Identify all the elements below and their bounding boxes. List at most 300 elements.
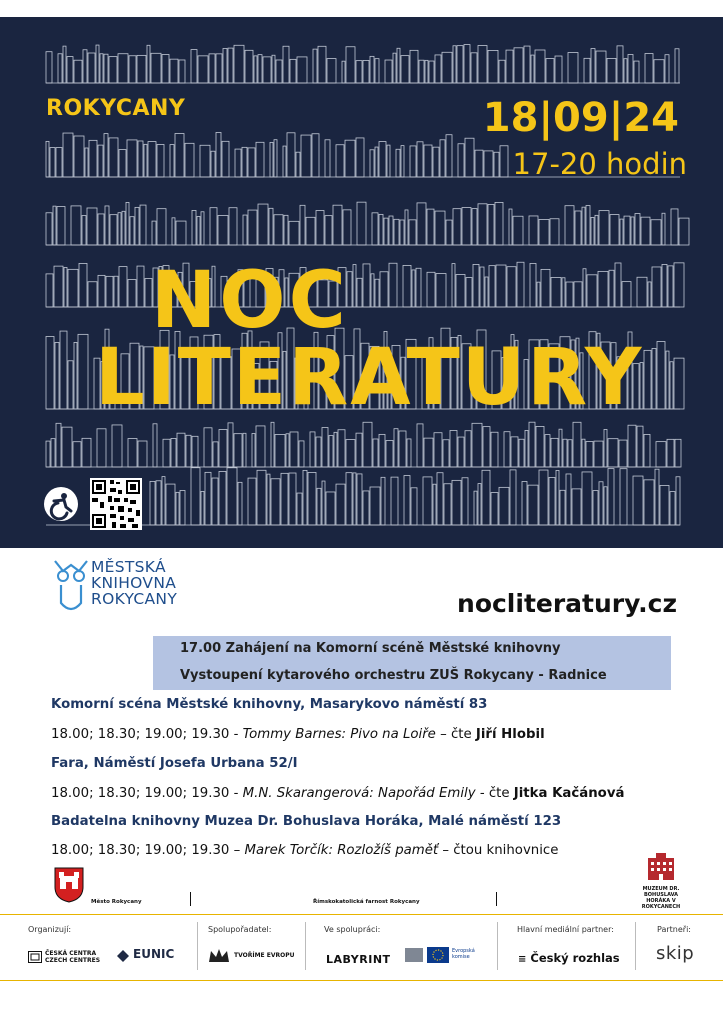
book-spine	[248, 478, 256, 525]
book-spine	[594, 441, 603, 467]
book-spine	[67, 57, 73, 83]
book-spine	[98, 275, 105, 307]
qr-code-icon[interactable]	[90, 478, 142, 530]
book-spine	[546, 59, 554, 83]
book-spine	[271, 479, 280, 525]
book-spine	[256, 426, 265, 467]
book-spine	[150, 481, 155, 525]
book-spine	[290, 432, 298, 467]
book-spine	[74, 136, 84, 177]
book-spine	[574, 282, 582, 307]
museum-building-icon	[646, 852, 676, 882]
book-spine	[68, 361, 73, 409]
poster-banner	[0, 17, 723, 548]
library-logo	[53, 559, 223, 615]
program-row	[51, 843, 558, 858]
book-spine	[63, 133, 73, 177]
book-spine	[644, 434, 650, 467]
program-work: M.N. Skarangerová: Napořád Emily	[242, 786, 476, 801]
book-spine	[633, 476, 643, 525]
book-spine	[582, 207, 585, 245]
book-spine	[513, 216, 523, 245]
owl-logo-icon	[53, 559, 89, 613]
book-spine	[345, 140, 355, 177]
book-spine	[545, 435, 550, 467]
book-spine	[53, 206, 56, 245]
book-spine	[128, 280, 136, 307]
book-spine	[269, 208, 273, 245]
book-spine	[137, 55, 146, 83]
book-spine	[228, 48, 233, 83]
tvorime-evropu-logo	[208, 947, 298, 965]
book-spine	[313, 49, 317, 83]
book-spine	[63, 46, 66, 83]
book-spine	[170, 59, 178, 83]
book-spine	[610, 215, 619, 245]
book-spine	[427, 272, 435, 307]
book-spine	[500, 146, 508, 177]
book-spine	[444, 484, 451, 525]
divider	[496, 892, 497, 906]
book-spine	[112, 425, 122, 467]
book-spine	[363, 60, 369, 83]
divider	[305, 922, 306, 970]
book-spine	[371, 274, 374, 307]
book-spine	[172, 218, 175, 245]
book-spine	[109, 138, 118, 177]
city-crest-icon	[54, 867, 84, 903]
book-spine	[389, 216, 393, 245]
book-spine	[384, 218, 388, 245]
book-spine	[287, 133, 295, 177]
eu-flag-icon	[405, 946, 449, 964]
book-spine	[624, 216, 630, 245]
book-spine	[652, 348, 656, 409]
book-spine	[137, 266, 144, 307]
book-spine	[58, 54, 62, 83]
book-spine	[156, 481, 161, 525]
book-spine	[98, 145, 103, 177]
book-spine	[106, 276, 113, 307]
book-spine	[153, 424, 157, 467]
book-spine	[263, 57, 271, 83]
book-spine	[235, 149, 241, 177]
book-spine	[234, 45, 244, 83]
book-spine	[529, 422, 535, 467]
website-link[interactable]: nocliteratury.cz	[457, 589, 677, 618]
book-spine	[338, 430, 345, 467]
book-spine	[450, 431, 457, 467]
book-spine	[357, 278, 362, 307]
book-spine	[201, 212, 204, 245]
book-spine	[191, 50, 197, 83]
book-spine	[254, 56, 257, 83]
book-spine	[478, 45, 487, 83]
book-spine	[272, 55, 275, 83]
rozhlas-text: Český rozhlas	[530, 951, 620, 965]
book-spine	[401, 146, 404, 177]
book-spine	[425, 60, 428, 83]
book-spine	[608, 469, 614, 525]
book-spine	[334, 432, 337, 467]
book-spine	[105, 206, 109, 245]
book-spine	[363, 264, 370, 307]
book-spine	[563, 439, 567, 467]
book-spine	[679, 218, 689, 245]
book-spine	[50, 148, 55, 177]
book-spine	[128, 439, 137, 467]
book-spine	[327, 59, 336, 83]
book-spine	[462, 208, 471, 245]
organizers-label: Organizují:	[28, 925, 72, 934]
book-spine	[514, 48, 523, 83]
book-spine	[87, 208, 97, 245]
book-spine	[662, 213, 665, 245]
book-spine	[275, 434, 285, 467]
book-spine	[129, 56, 136, 83]
book-spine	[591, 217, 594, 245]
book-spine	[410, 146, 416, 177]
book-spine	[191, 468, 200, 525]
book-spine	[56, 148, 62, 177]
book-spine	[370, 56, 374, 83]
book-spine	[472, 423, 482, 467]
book-spine	[619, 440, 627, 467]
book-spine	[228, 423, 233, 467]
book-spine	[380, 272, 388, 307]
book-spine	[620, 219, 623, 245]
book-spine	[517, 262, 524, 307]
book-spine	[126, 202, 129, 245]
book-spine	[175, 134, 184, 177]
book-spine	[289, 473, 296, 525]
book-spine	[46, 213, 52, 245]
book-spine	[529, 216, 538, 245]
czech-centres-icon	[28, 951, 42, 963]
book-spine	[297, 493, 302, 525]
book-spine	[586, 442, 593, 467]
book-spine	[51, 439, 55, 467]
rozhlas-icon: ≡	[518, 954, 527, 965]
book-spine	[192, 210, 196, 245]
book-spine	[74, 60, 82, 83]
book-spine	[489, 266, 495, 307]
book-spine	[593, 491, 598, 525]
book-spine	[472, 209, 477, 245]
book-spine	[200, 145, 210, 177]
book-spine	[471, 53, 477, 83]
book-spine	[283, 146, 286, 177]
book-spine	[286, 434, 289, 467]
book-spine	[401, 56, 409, 83]
book-spine	[458, 437, 464, 467]
book-spine	[443, 440, 449, 467]
book-spine	[412, 270, 415, 307]
book-spine	[310, 432, 315, 467]
book-spine	[551, 277, 561, 307]
book-spine	[326, 492, 335, 525]
book-spine	[375, 147, 378, 177]
book-spine	[356, 433, 362, 467]
book-spine	[416, 268, 421, 307]
book-spine	[289, 221, 299, 245]
book-spine	[68, 269, 78, 307]
book-spine	[568, 440, 572, 467]
book-spine	[560, 490, 565, 525]
book-spine	[211, 151, 215, 177]
book-spine	[575, 211, 581, 245]
book-spine	[248, 210, 257, 245]
book-spine	[46, 52, 52, 83]
book-spine	[634, 61, 639, 83]
book-spine	[507, 267, 516, 307]
book-spine	[635, 214, 640, 245]
book-spine	[530, 263, 536, 307]
book-spine	[372, 213, 378, 245]
book-spine	[290, 59, 296, 83]
book-spine	[300, 205, 305, 245]
book-spine	[346, 47, 355, 83]
book-spine	[598, 271, 608, 307]
library-name	[91, 559, 177, 607]
book-spine	[583, 269, 586, 307]
book-spine	[138, 441, 147, 467]
book-spine	[488, 50, 498, 83]
highlight-concert: Vystoupení kytarového orchestru ZUŠ Rokycany - Radnice	[180, 668, 607, 683]
book-spine	[216, 54, 222, 83]
book-spine	[483, 427, 490, 467]
book-spine	[258, 55, 262, 83]
divider	[635, 922, 636, 970]
book-spine	[119, 150, 126, 177]
program-reader: Jitka Kačánová	[513, 786, 625, 801]
book-spine	[201, 491, 204, 525]
book-spine	[387, 145, 390, 177]
book-spine	[591, 49, 595, 83]
book-spine	[46, 336, 54, 409]
book-spine	[147, 45, 150, 83]
book-spine	[276, 60, 282, 83]
book-spine	[411, 488, 417, 525]
book-spine	[356, 138, 364, 177]
book-spine	[385, 60, 392, 83]
book-spine	[179, 60, 185, 83]
book-spine	[631, 217, 634, 245]
book-spine	[562, 278, 565, 307]
book-spine	[504, 432, 510, 467]
book-spine	[60, 331, 67, 409]
book-spine	[62, 427, 72, 467]
book-spine	[83, 50, 87, 83]
book-spine	[85, 148, 88, 177]
book-spine	[419, 60, 424, 83]
book-spine	[198, 56, 208, 83]
book-spine	[559, 429, 562, 467]
book-spine	[144, 144, 147, 177]
book-spine	[306, 217, 315, 245]
book-spine	[666, 351, 669, 409]
book-spine	[674, 358, 684, 409]
partners-label: Partneři:	[657, 925, 691, 934]
eunic-logo	[116, 947, 188, 965]
book-spine	[620, 469, 627, 525]
book-spine	[227, 468, 237, 525]
book-spine	[176, 221, 186, 245]
book-spine	[79, 263, 87, 307]
wheelchair-icon	[44, 487, 78, 521]
book-spine	[270, 142, 273, 177]
book-spine	[342, 61, 345, 83]
book-spine	[582, 472, 592, 525]
book-spine	[667, 439, 674, 467]
book-spine	[46, 141, 49, 177]
book-spine	[531, 55, 534, 83]
european-commission-logo	[405, 946, 477, 966]
venue-title: Badatelna knihovny Muzea Dr. Bohuslava Horáka, Malé náměstí 123	[51, 814, 562, 829]
book-spine	[118, 54, 128, 83]
book-spine	[346, 473, 352, 525]
book-spine	[624, 59, 627, 83]
book-spine	[599, 482, 603, 525]
book-spine	[417, 203, 426, 245]
book-spine	[484, 151, 493, 177]
book-spine	[525, 430, 528, 467]
book-spine	[671, 209, 678, 245]
book-spine	[608, 439, 618, 467]
book-spine	[407, 439, 411, 467]
book-spine	[301, 135, 311, 177]
book-spine	[180, 491, 185, 525]
book-spine	[157, 144, 164, 177]
program-row	[51, 786, 624, 801]
book-spine	[442, 52, 452, 83]
book-spine	[676, 477, 680, 525]
book-spine	[322, 481, 325, 525]
book-spine	[565, 206, 574, 245]
poster-title-line2: LITERATURY	[95, 333, 644, 423]
book-spine	[584, 58, 590, 83]
book-spine	[587, 275, 597, 307]
book-spine	[670, 492, 675, 525]
book-spine	[535, 50, 545, 83]
book-spine	[363, 491, 369, 525]
book-spine	[499, 487, 509, 525]
book-spine	[248, 148, 255, 177]
book-spine	[343, 210, 351, 245]
book-spine	[604, 487, 607, 525]
book-spine	[57, 207, 65, 245]
eunic-text: EUNIC	[133, 947, 175, 961]
book-spine	[622, 282, 631, 307]
book-spine	[216, 132, 221, 177]
book-spine	[229, 208, 237, 245]
book-spine	[458, 144, 464, 177]
book-spine	[185, 143, 194, 177]
book-spine	[404, 476, 410, 525]
book-spine	[363, 422, 372, 467]
museum-caption: MUZEUM DR. BOHUSLAVA HORÁKA V ROKYCANECH	[641, 886, 681, 910]
book-spine	[675, 439, 681, 467]
book-spine	[539, 470, 548, 525]
program-sep: – čte	[435, 727, 476, 742]
book-spine	[651, 220, 661, 245]
book-spine	[528, 485, 538, 525]
book-spine	[152, 221, 156, 245]
media-label: Hlavní mediální partner:	[517, 925, 614, 934]
book-spine	[318, 46, 326, 83]
book-spine	[284, 215, 288, 245]
book-spine	[205, 472, 211, 525]
book-spine	[162, 54, 169, 83]
book-spine	[353, 265, 356, 307]
book-spine	[424, 145, 432, 177]
book-spine	[446, 220, 452, 245]
book-spine	[657, 342, 665, 409]
book-spine	[644, 480, 654, 525]
book-spine	[267, 474, 270, 525]
book-spine	[637, 277, 647, 307]
book-spine	[192, 436, 198, 467]
book-spine	[550, 219, 559, 245]
book-spine	[299, 441, 304, 467]
book-spine	[674, 263, 684, 307]
book-spine	[379, 214, 383, 245]
book-spine	[648, 282, 651, 307]
book-spine	[222, 141, 229, 177]
book-spine	[670, 362, 673, 409]
book-spine	[346, 440, 355, 467]
book-spine	[82, 216, 86, 245]
labyrint-logo: LABYRINT	[326, 953, 391, 966]
book-spine	[434, 433, 442, 467]
book-spine	[499, 60, 505, 83]
book-spine	[296, 152, 300, 177]
book-spine	[410, 50, 418, 83]
book-spine	[54, 266, 63, 307]
book-spine	[336, 145, 344, 177]
czech-centres-logo	[28, 950, 102, 964]
book-spine	[396, 149, 400, 177]
book-spine	[210, 208, 217, 245]
book-spine	[549, 477, 555, 525]
book-spine	[417, 142, 423, 177]
book-spine	[409, 220, 416, 245]
book-spine	[485, 277, 488, 307]
library-name-line2: KNIHOVNA	[91, 574, 177, 592]
book-spine	[424, 438, 433, 467]
book-spine	[537, 282, 540, 307]
book-spine	[654, 60, 664, 83]
book-spine	[171, 438, 176, 467]
book-spine	[245, 50, 253, 83]
book-spine	[582, 439, 585, 467]
book-spine	[435, 211, 445, 245]
partners-bottom-line	[0, 980, 723, 981]
book-spine	[480, 267, 484, 307]
book-spine	[637, 426, 643, 467]
book-spine	[496, 265, 506, 307]
skip-logo: skip	[656, 943, 695, 964]
book-spine	[403, 265, 411, 307]
book-spine	[604, 429, 607, 467]
program-sep: – čtou knihovnice	[438, 843, 559, 858]
book-spine	[373, 439, 378, 467]
book-spine	[316, 211, 324, 245]
book-spine	[140, 205, 146, 245]
book-spine	[317, 488, 321, 525]
book-spine	[234, 434, 242, 467]
book-spine	[464, 45, 470, 83]
